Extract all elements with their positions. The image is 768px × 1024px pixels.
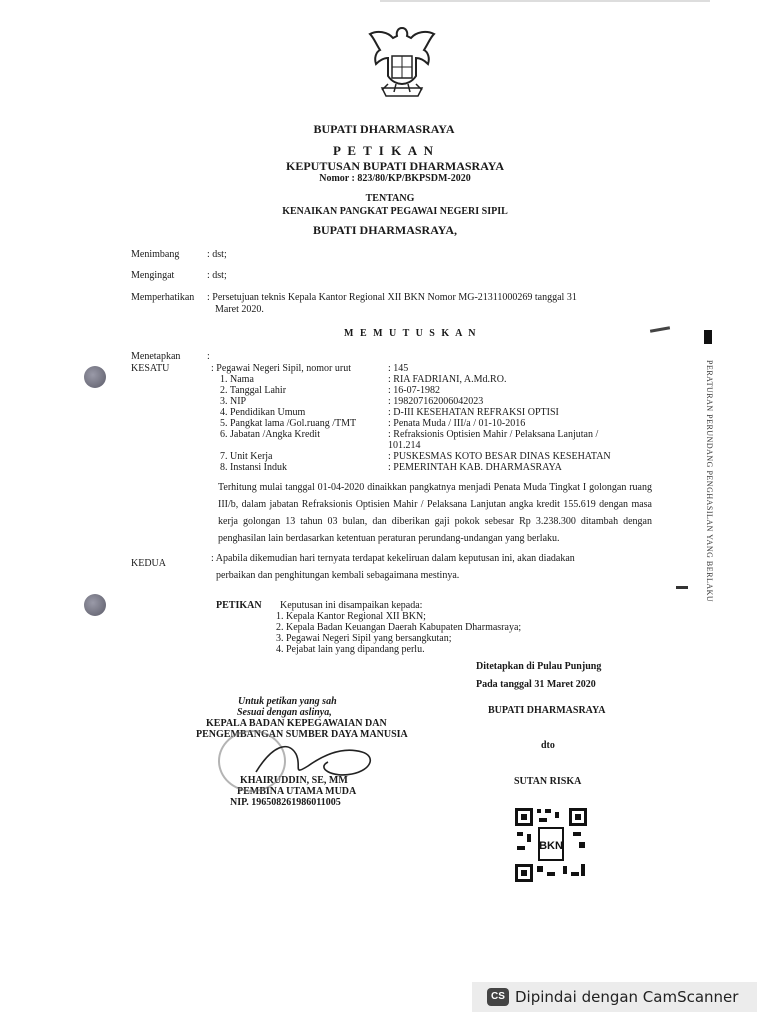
- field-label: 5. Pangkat lama /Gol.ruang /TMT: [220, 418, 357, 429]
- punch-hole: [84, 366, 106, 388]
- petikan-item: 2. Kepala Badan Keuangan Daerah Kabupaten Dharmasraya;: [276, 622, 522, 633]
- scan-edge: [380, 0, 710, 2]
- kedua-label: KEDUA: [131, 558, 166, 569]
- header-bupati: BUPATI DHARMASRAYA: [313, 122, 455, 136]
- field-label: 4. Pendidikan Umum: [220, 407, 306, 418]
- menimbang-label: Menimbang: [131, 249, 180, 260]
- menimbang-value: : dst;: [207, 249, 227, 260]
- bupati-title: BUPATI DHARMASRAYA: [488, 705, 606, 716]
- kesatu-intro: : Pegawai Negeri Sipil, nomor urut: [211, 363, 351, 374]
- camscanner-logo-icon: CS: [487, 988, 509, 1006]
- dto: dto: [541, 740, 555, 751]
- field-label: 8. Instansi Induk: [220, 462, 287, 473]
- left-sign-line-3: KEPALA BADAN KEPEGAWAIAN DAN: [206, 718, 387, 729]
- header-nomor: Nomor : 823/80/KP/BKPSDM-2020: [319, 173, 471, 184]
- bupati-name: SUTAN RISKA: [514, 776, 582, 787]
- field-value: : Refraksionis Optisien Mahir / Pelaksana Lanjutan /: [388, 429, 599, 440]
- left-sign-line-1: Untuk petikan yang sah: [238, 696, 337, 707]
- field-value: : D-III KESEHATAN REFRAKSI OPTISI: [388, 407, 559, 418]
- camscanner-text: Dipindai dengan CamScanner: [515, 988, 739, 1006]
- punch-hole: [84, 594, 106, 616]
- field-value: : RIA FADRIANI, A.Md.RO.: [388, 374, 507, 385]
- memperhatikan-label: Memperhatikan: [131, 292, 195, 303]
- petikan-label: PETIKAN: [216, 600, 262, 611]
- side-text: PERATURAN PERUNDANG PENGHASILAN YANG BERLAKU: [705, 360, 714, 603]
- header-petikan: P E T I K A N: [332, 143, 436, 158]
- field-label: 3. NIP: [220, 396, 247, 407]
- menetapkan-value: :: [207, 351, 210, 362]
- petikan-item: 4. Pejabat lain yang dipandang perlu.: [276, 644, 425, 655]
- garuda-emblem-icon: [362, 22, 442, 104]
- petikan-intro: Keputusan ini disampaikan kepada:: [280, 600, 423, 611]
- qr-code-icon: [513, 806, 589, 884]
- header-subject: KENAIKAN PANGKAT PEGAWAI NEGERI SIPIL: [282, 206, 508, 217]
- kesatu-nomor-urut: : 145: [388, 363, 409, 374]
- memperhatikan-value: : Persetujuan teknis Kepala Kantor Regional XII BKN Nomor MG-21311000269 tanggal 31: [207, 292, 577, 303]
- field-value: : 198207162006042023: [388, 396, 484, 407]
- signature-icon: [252, 736, 382, 782]
- petikan-item: 3. Pegawai Negeri Sipil yang bersangkutan;: [276, 633, 452, 644]
- field-value: : PEMERINTAH KAB. DHARMASRAYA: [388, 462, 562, 473]
- tanggal: Pada tanggal 31 Maret 2020: [476, 679, 596, 690]
- memutuskan: M E M U T U S K A N: [344, 328, 478, 339]
- qr-label: BKN: [539, 840, 563, 852]
- left-sign-name: KHAIRUDDIN, SE, MM: [240, 775, 348, 786]
- kesatu-label: KESATU: [131, 363, 170, 374]
- left-sign-line-2: Sesuai dengan aslinya,: [237, 707, 332, 718]
- kedua-line-1: : Apabila dikemudian hari ternyata terdapat kekeliruan dalam keputusan ini, akan diadakan: [211, 553, 575, 564]
- field-value: : 16-07-1982: [388, 385, 440, 396]
- scan-mark: [676, 586, 688, 589]
- field-label: 2. Tanggal Lahir: [220, 385, 287, 396]
- scan-mark: [650, 326, 670, 332]
- left-sign-rank: PEMBINA UTAMA MUDA: [237, 786, 357, 797]
- header-bupati-2: BUPATI DHARMASRAYA,: [312, 223, 458, 237]
- mengingat-label: Mengingat: [131, 270, 175, 281]
- kesatu-paragraph: Terhitung mulai tanggal 01-04-2020 dinaikkan pangkatnya menjadi Penata Muda Tingkat I golongan ruang III/b, dalam jabatan Refraksionis Optisien Mahir / Pelaksana Lanjutan angka kredit 155.619 dengan masa kerja golongan 13 tahun 03 bulan, dan diberikan gaji pokok sebesar Rp 3.238.300 ditambah dengan penghasilan lain berdasarkan ketentuan peraturan perundang-undangan yang berlaku.: [218, 482, 652, 544]
- ditetapkan: Ditetapkan di Pulau Punjung: [476, 661, 602, 672]
- field-value: 101.214: [388, 440, 421, 451]
- header-tentang: TENTANG: [365, 193, 415, 204]
- petikan-item: 1. Kepala Kantor Regional XII BKN;: [276, 611, 426, 622]
- field-label: 6. Jabatan /Angka Kredit: [220, 429, 320, 440]
- field-value: : Penata Muda / III/a / 01-10-2016: [388, 418, 526, 429]
- field-label: 1. Nama: [220, 374, 254, 385]
- header-keputusan: KEPUTUSAN BUPATI DHARMASRAYA: [285, 159, 505, 173]
- field-label: 7. Unit Kerja: [220, 451, 273, 462]
- left-sign-nip: NIP. 196508261986011005: [230, 797, 341, 808]
- scan-mark: [704, 330, 712, 344]
- field-value: : PUSKESMAS KOTO BESAR DINAS KESEHATAN: [388, 451, 611, 462]
- memperhatikan-value-2: Maret 2020.: [215, 304, 264, 315]
- kedua-line-2: perbaikan dan penghitungan kembali sebagaimana mestinya.: [216, 570, 460, 581]
- menetapkan-label: Menetapkan: [131, 351, 181, 362]
- left-sign-line-4: PENGEMBANGAN SUMBER DAYA MANUSIA: [196, 729, 408, 740]
- mengingat-value: : dst;: [207, 270, 227, 281]
